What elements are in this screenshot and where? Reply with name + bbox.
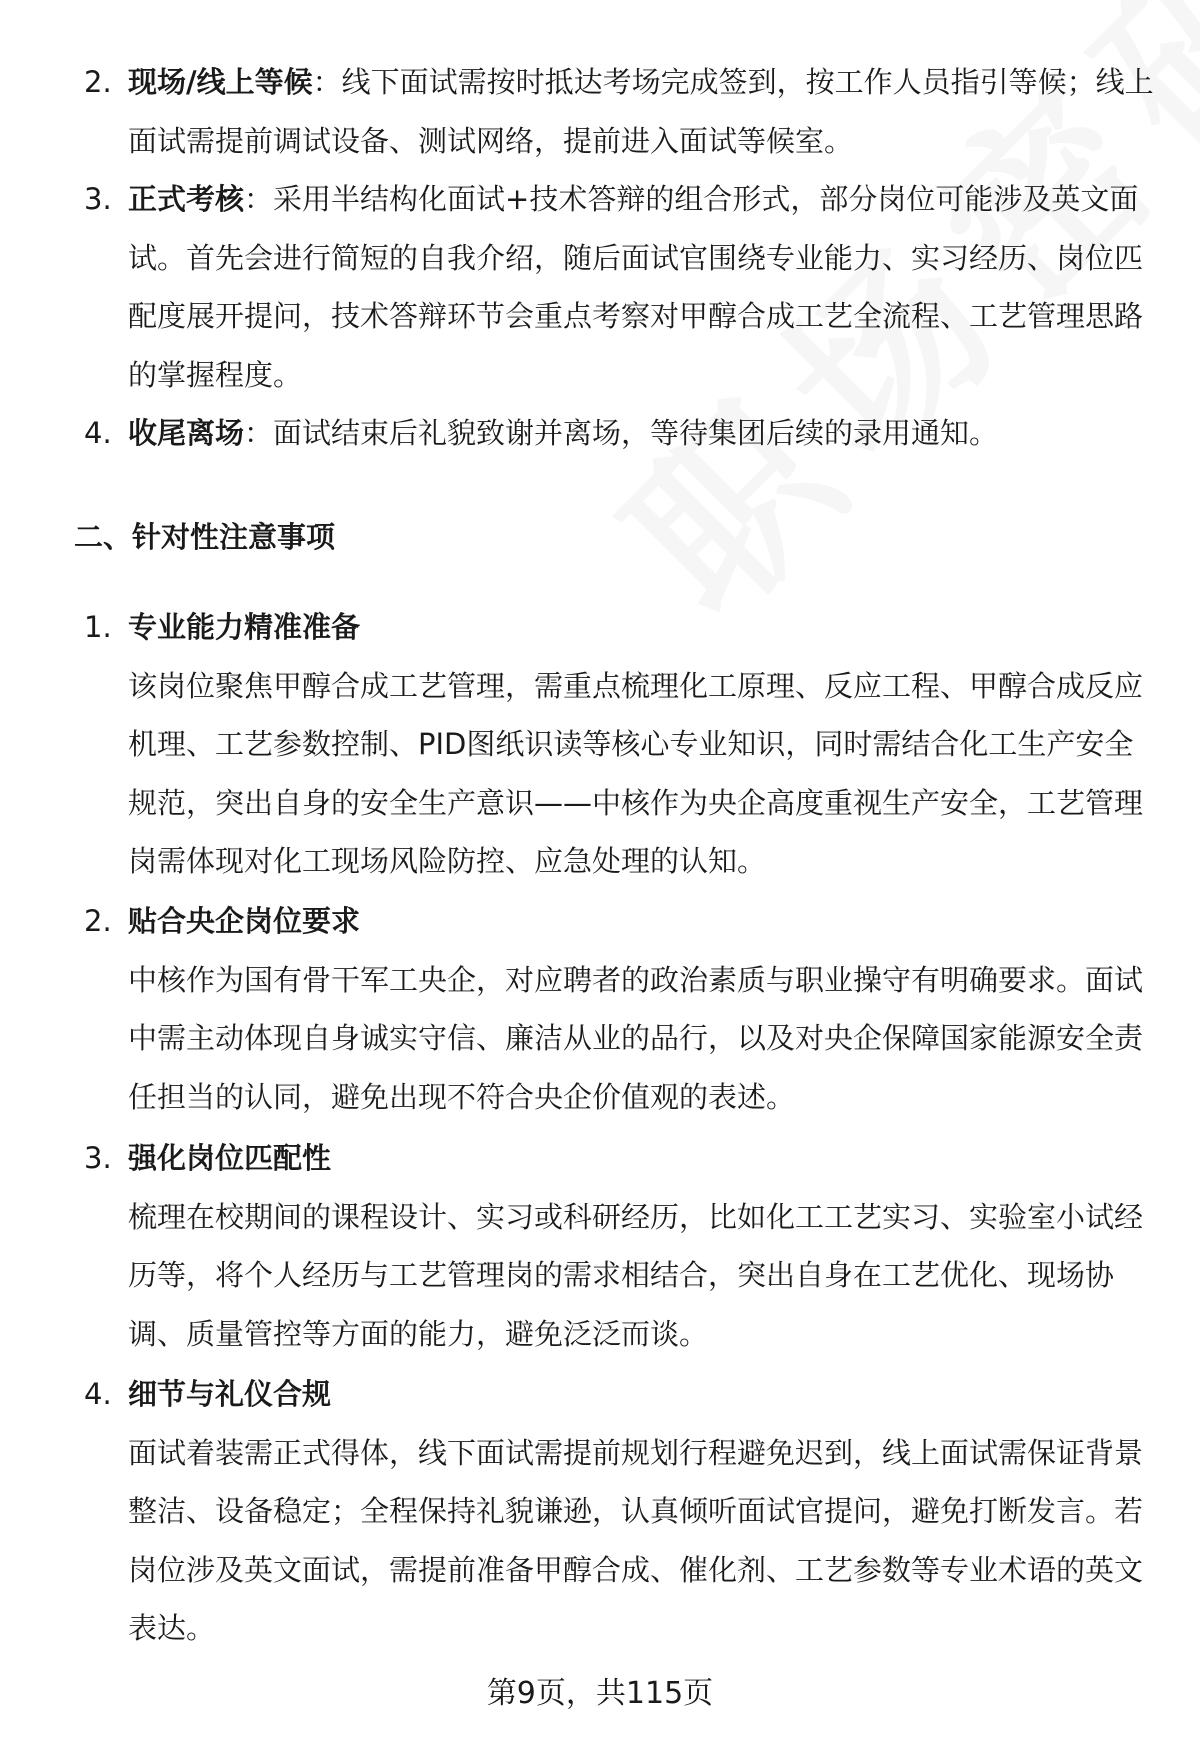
list-item-number: 3. — [84, 182, 112, 216]
list-item — [0, 1365, 1200, 1659]
list-item-title: 细节与礼仪合规 — [128, 1377, 332, 1411]
list-item-number: 2. — [84, 904, 112, 938]
list-item — [0, 1129, 1200, 1365]
list-item-body: 中核作为国有骨干军工央企，对应聘者的政治素质与职业操守有明确要求。面试中需主动体现自身诚实守信、廉洁从业的品行，以及对央企保障国家能源安全责任担当的认同，避免出现不符合央企价值观的表述。 — [128, 962, 1144, 1114]
list-item-body: 梳理在校期间的课程设计、实习或科研经历，比如化工工艺实习、实验室小试经历等，将个人经历与工艺管理岗的需求相结合，突出自身在工艺优化、现场协调、质量管控等方面的能力，避免泛泛而谈。 — [128, 1199, 1144, 1351]
list-item-number: 2. — [84, 65, 112, 99]
section-heading: 二、针对性注意事项 — [74, 520, 336, 554]
list-item-number: 4. — [84, 1377, 112, 1411]
list-item — [0, 53, 1200, 170]
list-item-body: 面试着装需正式得体，线下面试需提前规划行程避免迟到，线上面试需保证背景整洁、设备稳定；全程保持礼貌谦逊，认真倾听面试官提问，避免打断发言。若岗位涉及英文面试，需提前准备甲醇合成、催化剂、工艺参数等专业术语的英文表达。 — [128, 1435, 1144, 1645]
list-item-text: ：线下面试需按时抵达考场完成签到，按工作人员指引等候；线上面试需提前调试设备、测试网络，提前进入面试等候室。 — [128, 65, 1154, 158]
notes-list — [0, 598, 1200, 1659]
list-item-term: 正式考核 — [128, 182, 245, 216]
list-item — [0, 404, 1200, 463]
list-item-number: 1. — [84, 610, 112, 644]
list-item-number: 4. — [84, 416, 112, 450]
list-item-text: ：面试结束后礼貌致谢并离场，等待集团后续的录用通知。 — [244, 416, 999, 450]
list-item-text: ：采用半结构化面试+技术答辩的组合形式，部分岗位可能涉及英文面试。首先会进行简短的自我介绍，随后面试官围绕专业能力、实习经历、岗位匹配度展开提问，技术答辩环节会重点考察对甲醇合成工艺全流程、工艺管理思路的掌握程度。 — [128, 182, 1144, 392]
list-item-title: 强化岗位匹配性 — [128, 1141, 332, 1175]
page-number: 第9页，共115页 — [486, 1676, 714, 1711]
list-item-term: 收尾离场 — [128, 416, 245, 450]
list-item — [0, 598, 1200, 892]
list-item — [0, 892, 1200, 1129]
list-item-title: 专业能力精准准备 — [128, 610, 361, 644]
list-item-title: 贴合央企岗位要求 — [128, 904, 361, 938]
list-item — [0, 170, 1200, 404]
list-item-body: 该岗位聚焦甲醇合成工艺管理，需重点梳理化工原理、反应工程、甲醇合成反应机理、工艺参数控制、PID图纸识读等核心专业知识，同时需结合化工生产安全规范，突出自身的安全生产意识——中核作为央企高度重视生产安全，工艺管理岗需体现对化工现场风险防控、应急处理的认知。 — [128, 668, 1144, 878]
list-item-number: 3. — [84, 1141, 112, 1175]
list-item-term: 现场/线上等候 — [128, 65, 313, 99]
process-list — [0, 53, 1200, 463]
